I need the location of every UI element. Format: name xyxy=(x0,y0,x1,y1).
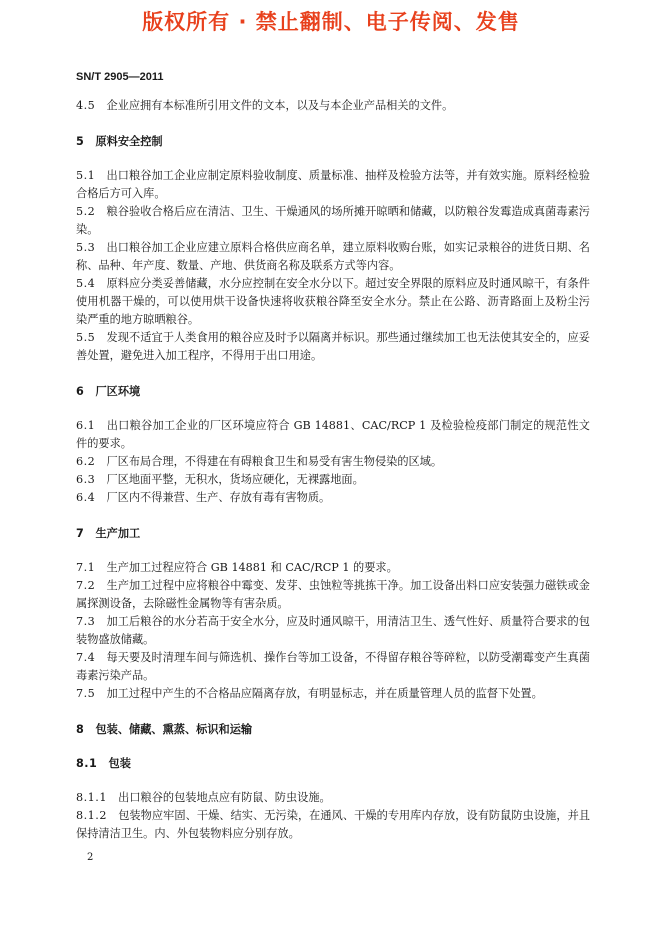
clause-number: 5 xyxy=(76,135,85,148)
clause-text: 企业应拥有本标准所引用文件的文本，以及与本企业产品相关的文件。 xyxy=(106,99,454,112)
clause-paragraph xyxy=(76,471,590,489)
clause-number: 6.4 xyxy=(76,491,96,504)
clause-number: 4.5 xyxy=(76,99,96,112)
clause-text: 厂区布局合理，不得建在有碍粮食卫生和易受有害生物侵染的区域。 xyxy=(106,455,443,468)
clause-text: 生产加工过程中应将粮谷中霉变、发芽、虫蚀粒等挑拣干净。加工设备出料口应安装强力磁铁或金属探测设备，去除磁性金属物等有害杂质。 xyxy=(76,579,590,610)
clause-text: 包装物应牢固、干燥、结实、无污染，在通风、干燥的专用库内存放，设有防鼠防虫设施，并且保持清洁卫生。内、外包装物料应分别存放。 xyxy=(76,809,590,840)
clause-paragraph xyxy=(76,453,590,471)
clause-paragraph xyxy=(76,97,590,115)
clause-text: 出口粮谷的包装地点应有防鼠、防虫设施。 xyxy=(118,791,331,804)
clause-number: 6.3 xyxy=(76,473,96,486)
clause-paragraph xyxy=(76,275,590,329)
clause-number: 8.1 xyxy=(76,757,98,770)
clause-number: 7.5 xyxy=(76,687,96,700)
clause-paragraph xyxy=(76,489,590,507)
clause-number: 6 xyxy=(76,385,85,398)
clause-text: 厂区环境 xyxy=(95,385,141,398)
section-heading xyxy=(76,721,590,739)
clause-number: 5.2 xyxy=(76,205,96,218)
clause-text: 加工过程中产生的不合格品应隔离存放，有明显标志，并在质量管理人员的监督下处置。 xyxy=(106,687,543,700)
section-heading xyxy=(76,133,590,151)
clause-text: 发现不适宜于人类食用的粮谷应及时予以隔离并标识。那些通过继续加工也无法使其安全的，应妥善处置，避免进入加工程序，不得用于出口用途。 xyxy=(76,331,590,362)
clause-paragraph xyxy=(76,329,590,365)
clause-number: 7.4 xyxy=(76,651,96,664)
clause-text: 加工后粮谷的水分若高于安全水分，应及时通风晾干，用清洁卫生、透气性好、质量符合要求的包装物盛放储藏。 xyxy=(76,615,590,646)
section-heading xyxy=(76,525,590,543)
clause-text: 出口粮谷加工企业的厂区环境应符合 GB 14881、CAC/RCP 1 及检验检疫部门制定的规范性文件的要求。 xyxy=(76,419,590,450)
section-heading xyxy=(76,755,590,773)
clause-text: 生产加工 xyxy=(95,527,141,540)
document-body xyxy=(76,97,590,843)
clause-text: 原料应分类妥善储藏，水分应控制在安全水分以下。超过安全界限的原料应及时通风晾干，有条件使用机器干燥的，可以使用烘干设备快速将收获粮谷降至安全水分。禁止在公路、沥青路面上及粉尘污染严重的地方晾晒粮谷。 xyxy=(76,277,590,326)
clause-text: 厂区内不得兼营、生产、存放有毒有害物质。 xyxy=(106,491,331,504)
clause-paragraph xyxy=(76,807,590,843)
clause-paragraph xyxy=(76,649,590,685)
clause-paragraph xyxy=(76,559,590,577)
clause-number: 7 xyxy=(76,527,85,540)
clause-paragraph xyxy=(76,417,590,453)
clause-number: 5.5 xyxy=(76,331,96,344)
clause-number: 7.1 xyxy=(76,561,96,574)
clause-text: 出口粮谷加工企业应建立原料合格供应商名单，建立原料收购台账，如实记录粮谷的进货日期、名称、品种、年产度、数量、产地、供货商名称及联系方式等内容。 xyxy=(76,241,590,272)
clause-number: 8.1.1 xyxy=(76,791,107,804)
copyright-banner: 版权所有 · 禁止翻制、电子传阅、发售 xyxy=(142,10,520,34)
clause-text: 原料安全控制 xyxy=(95,135,163,148)
clause-number: 7.3 xyxy=(76,615,96,628)
clause-number: 5.3 xyxy=(76,241,96,254)
clause-text: 粮谷验收合格后应在清洁、卫生、干燥通风的场所摊开晾晒和储藏，以防粮谷发霉造成真菌毒素污染。 xyxy=(76,205,590,236)
clause-text: 厂区地面平整，无积水，货场应硬化，无裸露地面。 xyxy=(106,473,364,486)
page-number: 2 xyxy=(87,852,94,863)
clause-text: 每天要及时清理车间与筛选机、操作台等加工设备，不得留存粮谷等碎粒，以防受潮霉变产生真菌毒素污染产品。 xyxy=(76,651,590,682)
clause-number: 8.1.2 xyxy=(76,809,107,822)
clause-number: 6.2 xyxy=(76,455,96,468)
clause-number: 7.2 xyxy=(76,579,96,592)
clause-text: 包装、储藏、熏蒸、标识和运输 xyxy=(95,723,253,736)
clause-paragraph xyxy=(76,239,590,275)
clause-number: 5.4 xyxy=(76,277,96,290)
clause-paragraph xyxy=(76,613,590,649)
clause-paragraph xyxy=(76,167,590,203)
clause-number: 5.1 xyxy=(76,169,96,182)
clause-text: 生产加工过程应符合 GB 14881 和 CAC/RCP 1 的要求。 xyxy=(106,561,398,574)
clause-number: 8 xyxy=(76,723,85,736)
section-heading xyxy=(76,383,590,401)
clause-text: 出口粮谷加工企业应制定原料验收制度、质量标准、抽样及检验方法等，并有效实施。原料经检验合格后方可入库。 xyxy=(76,169,590,200)
standard-code: SN/T 2905—2011 xyxy=(76,71,164,83)
clause-paragraph xyxy=(76,577,590,613)
clause-number: 6.1 xyxy=(76,419,96,432)
clause-paragraph xyxy=(76,203,590,239)
clause-paragraph xyxy=(76,685,590,703)
clause-paragraph xyxy=(76,789,590,807)
clause-text: 包装 xyxy=(108,757,131,770)
